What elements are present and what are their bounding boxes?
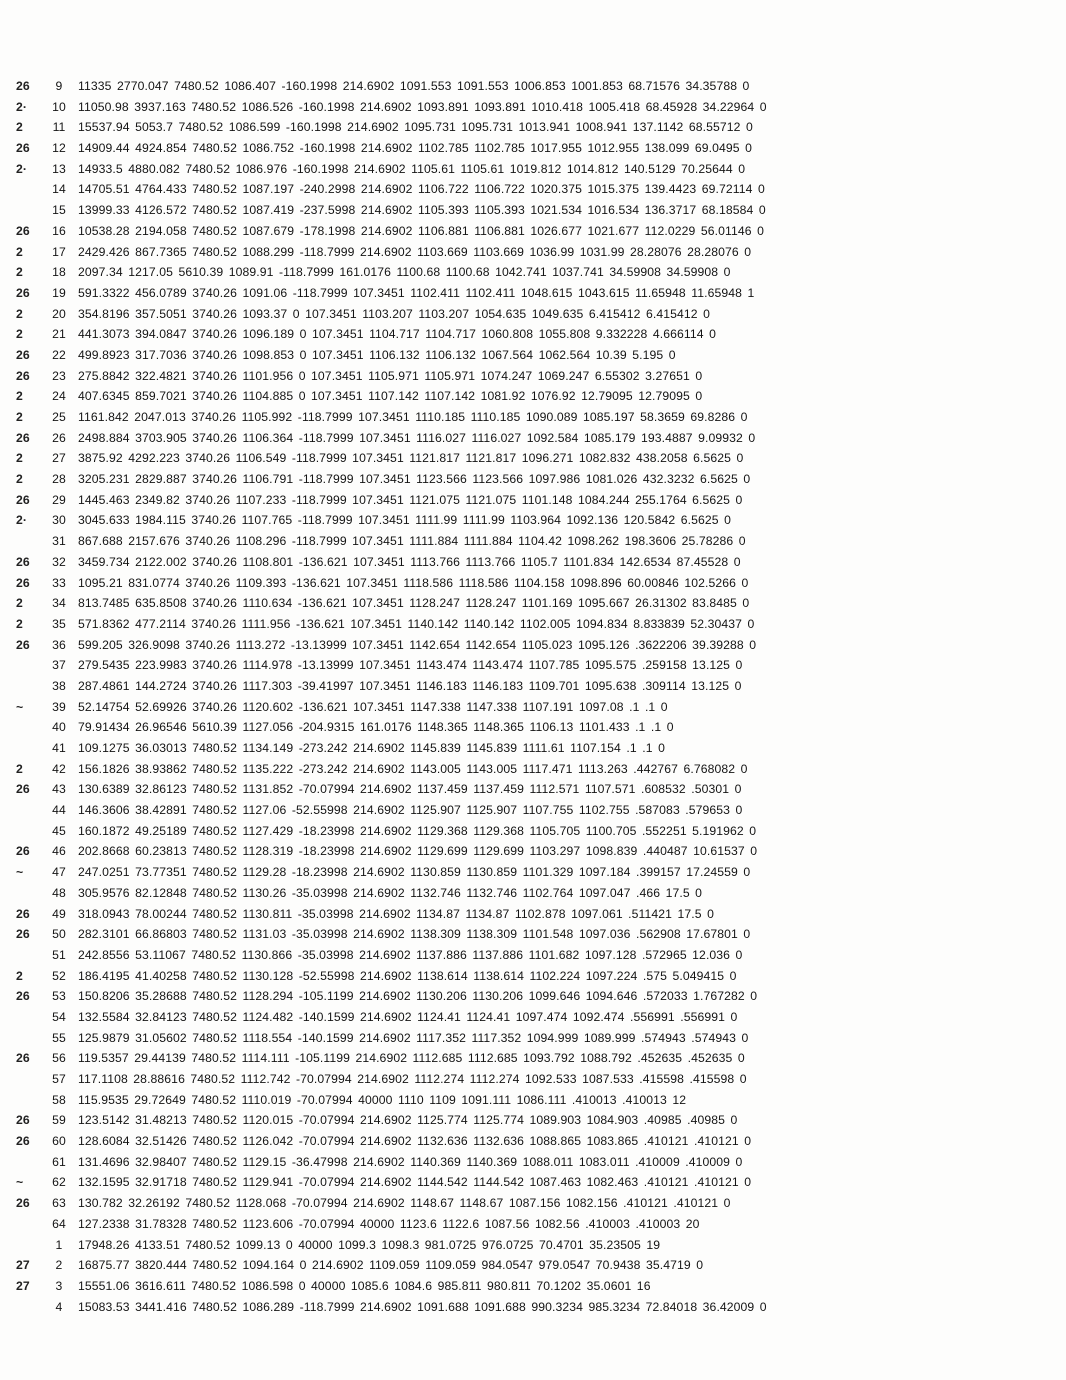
- margin-mark: 2: [16, 596, 23, 611]
- table-row: [16, 676, 1056, 697]
- table-row: [16, 117, 1056, 138]
- table-row: [16, 738, 1056, 759]
- row-index: 20: [52, 306, 66, 321]
- margin-mark: 26: [16, 575, 30, 590]
- row-values: 117.1108 28.88616 7480.52 1112.742 -70.07994 214.6902 1112.274 1112.274 1092.533 1087.533 .415598 .415598 0: [78, 1072, 747, 1086]
- margin-mark: 2: [16, 616, 23, 631]
- row-values: 1161.842 2047.013 3740.26 1105.992 -118.7999 107.3451 1110.185 1110.185 1090.089 1085.197 58.3659 69.8286 0: [78, 410, 748, 424]
- row-values: 3459.734 2122.002 3740.26 1108.801 -136.621 107.3451 1113.766 1113.766 1105.7 1101.834 142.6534 87.45528 0: [78, 554, 741, 569]
- row-values: 13999.33 4126.572 7480.52 1087.419 -237.5998 214.6902 1105.393 1105.393 1021.534 1016.534 136.3717 68.18584 0: [78, 203, 766, 218]
- row-index: 45: [52, 823, 66, 838]
- row-index: 10: [52, 99, 66, 114]
- row-values: 2498.884 3703.905 3740.26 1106.364 -118.7999 107.3451 1116.027 1116.027 1092.584 1085.179 193.4887 9.09932 0: [78, 430, 756, 445]
- table-row: [16, 1235, 1056, 1256]
- row-index: 63: [52, 1196, 66, 1211]
- row-index: 21: [52, 327, 66, 342]
- row-index: 15: [52, 203, 66, 218]
- table-row: [16, 510, 1056, 531]
- row-values: 130.782 32.26192 7480.52 1128.068 -70.07994 214.6902 1148.67 1148.67 1087.156 1082.156 .410121 .410121 0: [78, 1196, 731, 1211]
- table-row: [16, 966, 1056, 987]
- row-index: 14: [52, 182, 66, 197]
- table-row: [16, 593, 1056, 614]
- row-values: 130.6389 32.86123 7480.52 1131.852 -70.07994 214.6902 1137.459 1137.459 1112.571 1107.571 .608532 .50301 0: [78, 782, 742, 797]
- table-row: [16, 552, 1056, 573]
- margin-mark: 26: [16, 1134, 30, 1149]
- row-values: 318.0943 78.00244 7480.52 1130.811 -35.03998 214.6902 1134.87 1134.87 1102.878 1097.061 .511421 17.5 0: [78, 906, 715, 921]
- margin-mark: 2·: [16, 161, 28, 176]
- row-values: 282.3101 66.86803 7480.52 1131.03 -35.03998 214.6902 1138.309 1138.309 1101.548 1097.036 .562908 17.67801 0: [78, 927, 751, 942]
- row-index: 40: [52, 720, 66, 735]
- row-values: 2097.34 1217.05 5610.39 1089.91 -118.7999 161.0176 1100.68 1100.68 1042.741 1037.741 34.59908 34.59908 0: [78, 265, 731, 280]
- table-row: [16, 1069, 1056, 1090]
- row-values: 2429.426 867.7365 7480.52 1088.299 -118.7999 214.6902 1103.669 1103.669 1036.99 1031.99 28.28076 28.28076 0: [78, 244, 752, 259]
- row-index: 26: [52, 430, 66, 445]
- row-index: 53: [52, 989, 66, 1004]
- margin-mark: 26: [16, 1051, 30, 1066]
- table-row: [16, 1028, 1056, 1049]
- row-values: 156.1826 38.93862 7480.52 1135.222 -273.242 214.6902 1143.005 1143.005 1117.471 1113.263 .442767 6.768082 0: [78, 761, 748, 776]
- table-row: [16, 924, 1056, 945]
- row-index: 51: [52, 947, 66, 962]
- data-table: [16, 76, 1056, 1317]
- row-index: 47: [52, 865, 66, 880]
- row-index: 59: [52, 1113, 66, 1128]
- table-row: [16, 986, 1056, 1007]
- row-values: 115.9535 29.72649 7480.52 1110.019 -70.07994 40000 1110 1109 1091.111 1086.111 .410013 .410013 12: [78, 1092, 687, 1107]
- row-values: 109.1275 36.03013 7480.52 1134.149 -273.242 214.6902 1145.839 1145.839 1111.61 1107.154 .1 .1 0: [78, 741, 665, 755]
- row-index: 1: [55, 1237, 63, 1252]
- margin-mark: 26: [16, 368, 30, 383]
- row-index: 55: [52, 1030, 66, 1045]
- row-values: 499.8923 317.7036 3740.26 1098.853 0 107.3451 1106.132 1106.132 1067.564 1062.564 10.39 5.195 0: [78, 347, 676, 362]
- table-row: [16, 1110, 1056, 1131]
- margin-mark: 2: [16, 472, 23, 487]
- row-values: 3045.633 1984.115 3740.26 1107.765 -118.7999 107.3451 1111.99 1111.99 1103.964 1092.136 120.5842 6.5625 0: [78, 513, 732, 528]
- table-row: [16, 862, 1056, 883]
- margin-mark: 26: [16, 637, 30, 652]
- row-values: 15083.53 3441.416 7480.52 1086.289 -118.7999 214.6902 1091.688 1091.688 990.3234 985.3234 72.84018 36.42009 0: [78, 1299, 767, 1314]
- row-values: 128.6084 32.51426 7480.52 1126.042 -70.07994 214.6902 1132.636 1132.636 1088.865 1083.865 .410121 .410121 0: [78, 1134, 752, 1149]
- margin-mark: 26: [16, 347, 30, 362]
- row-index: 17: [52, 244, 66, 259]
- margin-mark: 26: [16, 1113, 30, 1128]
- row-index: 48: [52, 885, 66, 900]
- row-index: 25: [52, 410, 66, 424]
- margin-mark: 2: [16, 265, 23, 280]
- table-row: [16, 573, 1056, 594]
- margin-mark: 2: [16, 306, 23, 321]
- row-index: 19: [52, 285, 66, 300]
- row-index: 60: [52, 1134, 66, 1149]
- row-index: 64: [52, 1216, 66, 1231]
- table-row: [16, 614, 1056, 635]
- table-row: [16, 366, 1056, 387]
- row-values: 186.4195 41.40258 7480.52 1130.128 -52.55998 214.6902 1138.614 1138.614 1102.224 1097.224 .575 5.049415 0: [78, 968, 737, 983]
- row-values: 52.14754 52.69926 3740.26 1120.602 -136.621 107.3451 1147.338 1147.338 1107.191 1097.08 .1 .1 0: [78, 699, 668, 714]
- margin-mark: 26: [16, 844, 30, 859]
- margin-mark: 26: [16, 430, 30, 445]
- row-index: 16: [52, 223, 66, 238]
- table-row: [16, 697, 1056, 718]
- row-index: 42: [52, 761, 66, 776]
- row-index: 35: [52, 616, 66, 631]
- margin-mark: 2: [16, 120, 23, 135]
- row-values: 127.2338 31.78328 7480.52 1123.606 -70.07994 40000 1123.6 1122.6 1087.56 1082.56 .410003 .410003 20: [78, 1216, 700, 1231]
- row-values: 3205.231 2829.887 3740.26 1106.791 -118.7999 107.3451 1123.566 1123.566 1097.986 1081.026 432.3232 6.5625 0: [78, 472, 751, 487]
- table-row: [16, 1007, 1056, 1028]
- row-values: 3875.92 4292.223 3740.26 1106.549 -118.7999 107.3451 1121.817 1121.817 1096.271 1082.832 438.2058 6.5625 0: [78, 451, 744, 466]
- table-row: [16, 200, 1056, 221]
- table-row: [16, 655, 1056, 676]
- row-values: 150.8206 35.28688 7480.52 1128.294 -105.1199 214.6902 1130.206 1130.206 1099.646 1094.646 .572033 1.767282 0: [78, 989, 758, 1004]
- margin-mark: 2·: [16, 513, 28, 528]
- table-row: [16, 262, 1056, 283]
- table-row: [16, 800, 1056, 821]
- row-index: 31: [52, 534, 66, 549]
- row-values: 14705.51 4764.433 7480.52 1087.197 -240.2998 214.6902 1106.722 1106.722 1020.375 1015.375 139.4423 69.72114 0: [78, 182, 765, 197]
- row-values: 132.5584 32.84123 7480.52 1124.482 -140.1599 214.6902 1124.41 1124.41 1097.474 1092.474 .556991 .556991 0: [78, 1009, 738, 1024]
- table-row: [16, 945, 1056, 966]
- row-values: 1445.463 2349.82 3740.26 1107.233 -118.7999 107.3451 1121.075 1121.075 1101.148 1084.244 255.1764 6.5625 0: [78, 492, 743, 507]
- margin-mark: 2·: [16, 99, 28, 114]
- margin-mark: 2: [16, 968, 23, 983]
- margin-mark: 27: [16, 1258, 30, 1273]
- row-index: 58: [52, 1092, 66, 1107]
- row-index: 29: [52, 492, 66, 507]
- row-index: 37: [52, 658, 66, 673]
- margin-mark: 2: [16, 410, 23, 424]
- row-index: 28: [52, 472, 66, 487]
- table-row: [16, 1255, 1056, 1276]
- table-row: [16, 283, 1056, 304]
- row-index: 49: [52, 906, 66, 921]
- row-index: 4: [55, 1299, 63, 1314]
- row-index: 18: [52, 265, 66, 280]
- table-row: [16, 386, 1056, 407]
- margin-mark: 26: [16, 141, 30, 156]
- table-row: [16, 1172, 1056, 1193]
- table-row: [16, 1297, 1056, 1318]
- table-row: [16, 635, 1056, 656]
- row-index: 57: [52, 1072, 66, 1086]
- row-index: 3: [55, 1278, 63, 1293]
- table-row: [16, 779, 1056, 800]
- row-values: 407.6345 859.7021 3740.26 1104.885 0 107.3451 1107.142 1107.142 1081.92 1076.92 12.79095 12.79095 0: [78, 389, 703, 404]
- table-row: [16, 138, 1056, 159]
- table-row: [16, 904, 1056, 925]
- row-index: 56: [52, 1051, 66, 1066]
- row-index: 46: [52, 844, 66, 859]
- row-values: 15551.06 3616.611 7480.52 1086.598 0 40000 1085.6 1084.6 985.811 980.811 70.1202 35.0601 16: [78, 1278, 651, 1293]
- margin-mark: 26: [16, 285, 30, 300]
- row-values: 125.9879 31.05602 7480.52 1118.554 -140.1599 214.6902 1117.352 1117.352 1094.999 1089.999 .574943 .574943 0: [78, 1030, 749, 1045]
- row-values: 15537.94 5053.7 7480.52 1086.599 -160.1998 214.6902 1095.731 1095.731 1013.941 1008.941 137.1142 68.55712 0: [78, 120, 753, 135]
- row-values: 279.5435 223.9983 3740.26 1114.978 -13.13999 107.3451 1143.474 1143.474 1107.785 1095.575 .259158 13.125 0: [78, 658, 743, 673]
- row-index: 23: [52, 368, 66, 383]
- row-values: 132.1595 32.91718 7480.52 1129.941 -70.07994 214.6902 1144.542 1144.542 1087.463 1082.463 .410121 .410121 0: [78, 1175, 752, 1190]
- row-index: 12: [52, 141, 66, 156]
- margin-mark: 2: [16, 761, 23, 776]
- row-index: 38: [52, 678, 66, 693]
- row-index: 44: [52, 803, 66, 818]
- row-index: 22: [52, 347, 66, 362]
- row-values: 441.3073 394.0847 3740.26 1096.189 0 107.3451 1104.717 1104.717 1060.808 1055.808 9.332228 4.666114 0: [78, 327, 716, 342]
- row-values: 11335 2770.047 7480.52 1086.407 -160.1998 214.6902 1091.553 1091.553 1006.853 1001.853 68.71576 34.35788 0: [78, 79, 750, 93]
- row-values: 202.8668 60.23813 7480.52 1128.319 -18.23998 214.6902 1129.699 1129.699 1103.297 1098.839 .440487 10.61537 0: [78, 844, 758, 859]
- margin-mark: 26: [16, 989, 30, 1004]
- table-row: [16, 242, 1056, 263]
- row-index: 36: [52, 637, 66, 652]
- row-values: 14909.44 4924.854 7480.52 1086.752 -160.1998 214.6902 1102.785 1102.785 1017.955 1012.955 138.099 69.0495 0: [78, 141, 753, 156]
- table-row: [16, 159, 1056, 180]
- row-values: 247.0251 73.77351 7480.52 1129.28 -18.23998 214.6902 1130.859 1130.859 1101.329 1097.184 .399157 17.24559 0: [78, 865, 751, 880]
- margin-mark: 26: [16, 554, 30, 569]
- row-index: 39: [52, 699, 66, 714]
- table-row: [16, 717, 1056, 738]
- margin-mark: 2: [16, 389, 23, 404]
- row-index: 2: [55, 1258, 63, 1273]
- table-row: [16, 179, 1056, 200]
- table-row: [16, 469, 1056, 490]
- table-row: [16, 76, 1056, 97]
- table-row: [16, 304, 1056, 325]
- table-row: [16, 324, 1056, 345]
- row-values: 131.4696 32.98407 7480.52 1129.15 -36.47998 214.6902 1140.369 1140.369 1088.011 1083.011 .410009 .410009 0: [78, 1154, 743, 1169]
- row-values: 571.8362 477.2114 3740.26 1111.956 -136.621 107.3451 1140.142 1140.142 1102.005 1094.834 8.833839 52.30437 0: [78, 616, 755, 631]
- row-values: 354.8196 357.5051 3740.26 1093.37 0 107.3451 1103.207 1103.207 1054.635 1049.635 6.415412 6.415412 0: [78, 306, 710, 321]
- margin-mark: 2: [16, 327, 23, 342]
- row-index: 30: [52, 513, 66, 528]
- table-row: [16, 407, 1056, 428]
- row-index: 32: [52, 554, 66, 569]
- margin-mark: 26: [16, 492, 30, 507]
- margin-mark: 2: [16, 451, 23, 466]
- table-row: [16, 1131, 1056, 1152]
- table-row: [16, 1214, 1056, 1235]
- margin-mark: 26: [16, 79, 30, 93]
- margin-mark: ~: [16, 865, 24, 880]
- margin-mark: 26: [16, 782, 30, 797]
- row-values: 160.1872 49.25189 7480.52 1127.429 -18.23998 214.6902 1129.368 1129.368 1105.705 1100.705 .552251 5.191962 0: [78, 823, 757, 838]
- table-row: [16, 448, 1056, 469]
- row-values: 16875.77 3820.444 7480.52 1094.164 0 214.6902 1109.059 1109.059 984.0547 979.0547 70.9438 35.4719 0: [78, 1258, 704, 1273]
- margin-mark: ~: [16, 1175, 24, 1190]
- margin-mark: 26: [16, 927, 30, 942]
- row-index: 9: [55, 79, 63, 93]
- table-row: [16, 841, 1056, 862]
- table-row: [16, 1090, 1056, 1111]
- table-row: [16, 883, 1056, 904]
- table-row: [16, 221, 1056, 242]
- row-index: 54: [52, 1009, 66, 1024]
- row-values: 146.3606 38.42891 7480.52 1127.06 -52.55998 214.6902 1125.907 1125.907 1107.755 1102.755 .587083 .579653 0: [78, 803, 743, 818]
- table-row: [16, 1193, 1056, 1214]
- table-row: [16, 428, 1056, 449]
- row-values: 79.91434 26.96546 5610.39 1127.056 -204.9315 161.0176 1148.365 1148.365 1106.13 1101.433 .1 .1 0: [78, 720, 674, 735]
- margin-mark: 2: [16, 244, 23, 259]
- margin-mark: 26: [16, 223, 30, 238]
- table-row: [16, 1048, 1056, 1069]
- row-index: 11: [52, 120, 66, 135]
- table-row: [16, 345, 1056, 366]
- row-index: 62: [52, 1175, 66, 1190]
- row-values: 11050.98 3937.163 7480.52 1086.526 -160.1998 214.6902 1093.891 1093.891 1010.418 1005.418 68.45928 34.22964 0: [78, 99, 767, 114]
- row-index: 52: [52, 968, 66, 983]
- row-values: 17948.26 4133.51 7480.52 1099.13 0 40000 1099.3 1098.3 981.0725 976.0725 70.4701 35.23505 19: [78, 1237, 661, 1252]
- row-values: 123.5142 31.48213 7480.52 1120.015 -70.07994 214.6902 1125.774 1125.774 1089.903 1084.903 .40985 .40985 0: [78, 1113, 738, 1128]
- row-values: 275.8842 322.4821 3740.26 1101.956 0 107.3451 1105.971 1105.971 1074.247 1069.247 6.55302 3.27651 0: [78, 368, 703, 383]
- row-index: 24: [52, 389, 66, 404]
- row-index: 27: [52, 451, 66, 466]
- row-values: 10538.28 2194.058 7480.52 1087.679 -178.1998 214.6902 1106.881 1106.881 1026.677 1021.677 112.0229 56.01146 0: [78, 223, 764, 238]
- row-values: 14933.5 4880.082 7480.52 1086.976 -160.1998 214.6902 1105.61 1105.61 1019.812 1014.812 140.5129 70.25644 0: [78, 161, 746, 176]
- row-index: 13: [52, 161, 66, 176]
- row-values: 1095.21 831.0774 3740.26 1109.393 -136.621 107.3451 1118.586 1118.586 1104.158 1098.896 60.00846 102.5266 0: [78, 575, 749, 590]
- row-values: 813.7485 635.8508 3740.26 1110.634 -136.621 107.3451 1128.247 1128.247 1101.169 1095.667 26.31302 83.8485 0: [78, 596, 750, 611]
- table-row: [16, 97, 1056, 118]
- row-index: 33: [52, 575, 66, 590]
- table-row: [16, 531, 1056, 552]
- table-row: [16, 1152, 1056, 1173]
- row-index: 34: [52, 596, 66, 611]
- row-values: 242.8556 53.11067 7480.52 1130.866 -35.03998 214.6902 1137.886 1137.886 1101.682 1097.128 .572965 12.036 0: [78, 947, 743, 962]
- margin-mark: ~: [16, 699, 24, 714]
- margin-mark: 27: [16, 1278, 30, 1293]
- row-values: 305.9576 82.12848 7480.52 1130.26 -35.03998 214.6902 1132.746 1132.746 1102.764 1097.047 .466 17.5 0: [78, 885, 703, 900]
- margin-mark: 26: [16, 906, 30, 921]
- table-row: [16, 1276, 1056, 1297]
- row-index: 43: [52, 782, 66, 797]
- row-values: 287.4861 144.2724 3740.26 1117.303 -39.41997 107.3451 1146.183 1146.183 1109.701 1095.638 .309114 13.125 0: [78, 678, 742, 693]
- table-row: [16, 490, 1056, 511]
- row-index: 61: [52, 1154, 66, 1169]
- table-row: [16, 759, 1056, 780]
- row-index: 41: [52, 741, 66, 755]
- row-values: 599.205 326.9098 3740.26 1113.272 -13.13999 107.3451 1142.654 1142.654 1105.023 1095.126 .3622206 39.39288 0: [78, 637, 757, 652]
- row-values: 119.5357 29.44139 7480.52 1114.111 -105.1199 214.6902 1112.685 1112.685 1093.792 1088.792 .452635 .452635 0: [78, 1051, 745, 1066]
- row-index: 50: [52, 927, 66, 942]
- margin-mark: 26: [16, 1196, 30, 1211]
- row-values: 591.3322 456.0789 3740.26 1091.06 -118.7999 107.3451 1102.411 1102.411 1048.615 1043.615 11.65948 11.65948 1: [78, 285, 755, 300]
- row-values: 867.688 2157.676 3740.26 1108.296 -118.7999 107.3451 1111.884 1111.884 1104.42 1098.262 198.3606 25.78286 0: [78, 534, 746, 549]
- table-row: [16, 821, 1056, 842]
